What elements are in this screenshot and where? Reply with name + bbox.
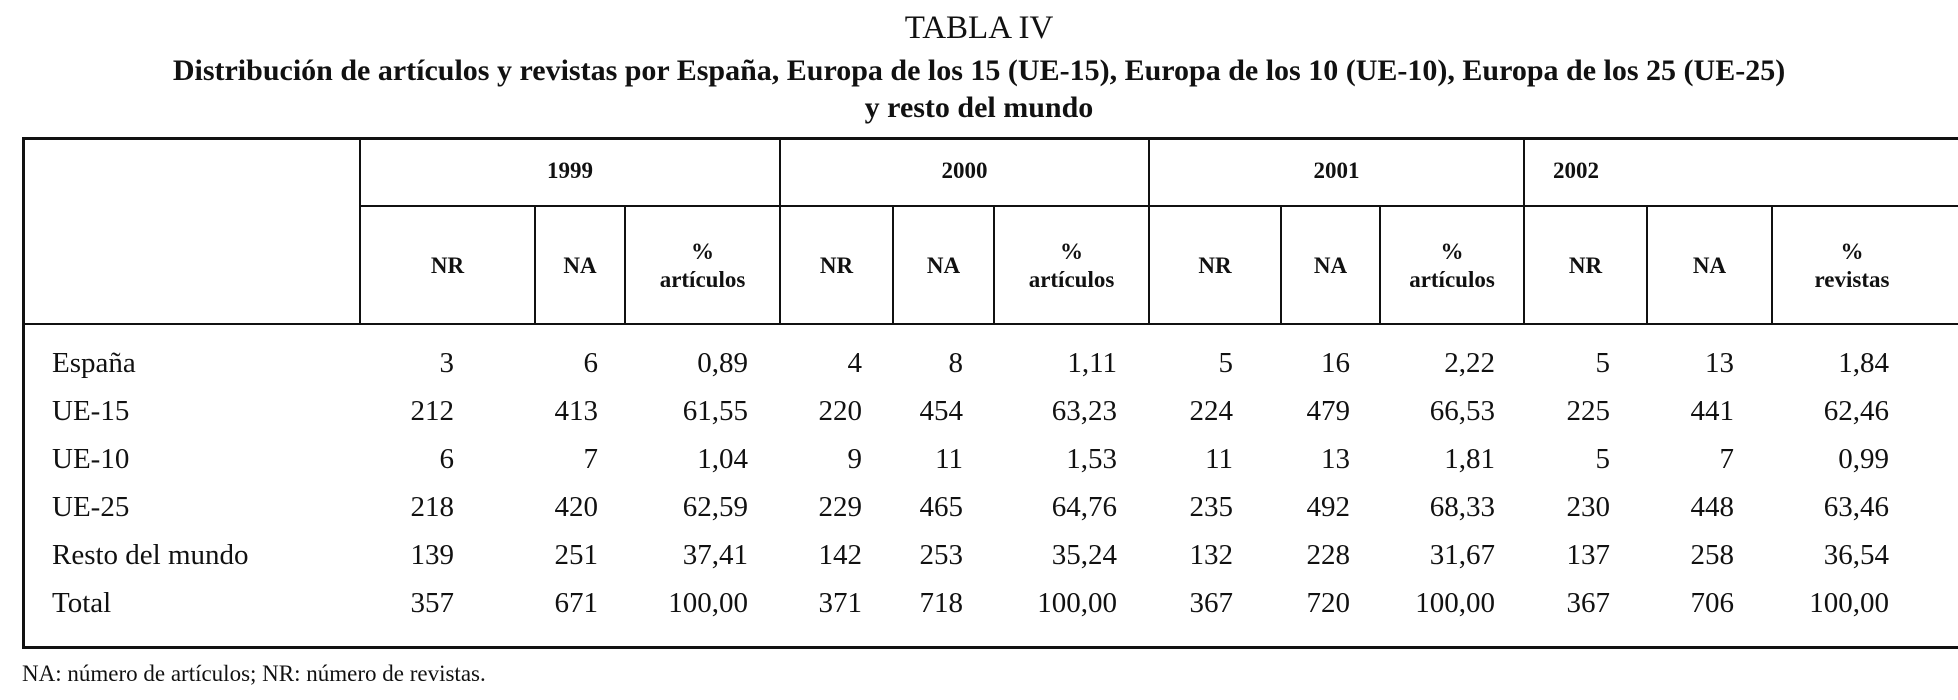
table-title-line-1: Distribución de artículos y revistas por España, Europa de los 15 (UE-15), Europa de los 10 (UE-10), Europa de los 25 (UE-25) [172,54,1786,87]
table-cell: 3 [439,347,454,379]
table-cell: 62,59 [682,491,748,523]
table-cell: 6 [583,347,598,379]
table-cell: 5 [1595,347,1610,379]
year-header-1999: 1999 [547,158,593,183]
table-cell: 492 [1306,491,1350,523]
row-label: Resto del mundo [52,539,249,571]
table-cell: 218 [410,491,454,523]
row-label: Total [52,587,112,619]
col-header-nr: NR [819,253,854,278]
table-cell: 0,89 [697,347,748,379]
row-label: UE-10 [52,443,130,475]
table-cell: 100,00 [668,587,748,619]
table-cell: 454 [919,395,963,427]
table-cell: 64,76 [1051,491,1117,523]
table-cell: 224 [1189,395,1233,427]
col-header-pct-label: artículos [1409,267,1495,292]
table-cell: 258 [1690,539,1734,571]
table-cell: 5 [1595,443,1610,475]
col-header-pct-label: artículos [659,267,746,292]
table-cell: 68,33 [1429,491,1495,523]
row-label: UE-25 [52,491,130,523]
table-cell: 225 [1566,395,1610,427]
table-cell: 100,00 [1415,587,1495,619]
table-cell: 16 [1321,347,1350,379]
col-header-pct [1380,238,1524,294]
table-cell: 66,53 [1429,395,1495,427]
col-header-pct-sign: % [691,239,714,264]
table-cell: 253 [919,539,963,571]
table-cell: 137 [1566,539,1610,571]
col-header-nr: NR [1568,253,1603,278]
table-cell: 420 [554,491,598,523]
year-header-2001: 2001 [1313,158,1360,183]
row-label: UE-15 [52,395,130,427]
table-cell: 357 [410,587,454,619]
table-cell: 251 [554,539,598,571]
col-header-nr: NR [430,253,465,278]
col-header-pct [994,238,1149,294]
table-cell: 465 [919,491,963,523]
table-cell: 13 [1321,443,1350,475]
col-header-na: NA [563,253,597,278]
table-cell: 1,53 [1066,443,1117,475]
table-cell: 36,54 [1823,539,1889,571]
col-header-pct-sign: % [1440,239,1464,264]
table-cell: 31,67 [1429,539,1495,571]
table-cell: 37,41 [682,539,748,571]
table-cell: 235 [1189,491,1233,523]
table-cell: 63,46 [1823,491,1889,523]
col-header-pct-label: artículos [1028,267,1115,292]
table-cell: 671 [554,587,598,619]
table-cell: 9 [847,443,862,475]
col-header-pct-sign: % [1060,239,1083,264]
table-cell: 63,23 [1051,395,1117,427]
year-header-2000: 2000 [941,158,988,183]
table-cell: 13 [1705,347,1734,379]
col-header-pct-label: revistas [1814,267,1890,292]
table-cell: 220 [818,395,862,427]
row-label: España [52,347,136,379]
table-cell: 100,00 [1037,587,1117,619]
table-cell: 367 [1189,587,1233,619]
table-cell: 448 [1690,491,1734,523]
table-cell: 229 [818,491,862,523]
table-cell: 228 [1306,539,1350,571]
table-cell: 35,24 [1051,539,1117,571]
col-header-na: NA [926,253,961,278]
year-header-2002: 2002 [1553,158,1599,183]
col-header-pct [1772,238,1932,294]
col-header-nr: NR [1198,253,1232,278]
table-cell: 5 [1218,347,1233,379]
table-cell: 706 [1690,587,1734,619]
table-title [0,52,1958,126]
table-cell: 6 [439,443,454,475]
data-table [22,137,1958,649]
col-header-na: NA [1692,253,1727,278]
table-cell: 371 [818,587,862,619]
table-cell: 718 [919,587,963,619]
col-header-pct [625,238,780,294]
table-cell: 1,11 [1067,347,1117,379]
table-cell: 479 [1306,395,1350,427]
table-cell: 230 [1566,491,1610,523]
table-label: TABLA IV [904,10,1054,46]
table-cell: 61,55 [682,395,748,427]
table-cell: 11 [935,443,963,475]
table-cell: 0,99 [1838,443,1889,475]
table-cell: 142 [818,539,862,571]
table-cell: 212 [410,395,454,427]
table-cell: 7 [1719,443,1734,475]
table-cell: 1,04 [697,443,748,475]
table-cell: 720 [1306,587,1350,619]
table-cell: 2,22 [1444,347,1495,379]
table-title-line-2: y resto del mundo [864,91,1094,124]
table-footnote: NA: número de artículos; NR: número de revistas. [22,661,486,686]
year-header-rule [360,205,1958,207]
col-header-pct-sign: % [1840,239,1864,264]
table-cell: 7 [583,443,598,475]
table-cell: 100,00 [1809,587,1889,619]
table-cell: 413 [554,395,598,427]
table-cell: 11 [1205,443,1233,475]
table-cell: 1,81 [1444,443,1495,475]
table-cell: 132 [1189,539,1233,571]
table-cell: 62,46 [1823,395,1889,427]
col-header-na: NA [1313,253,1348,278]
table-cell: 1,84 [1838,347,1889,379]
table-cell: 8 [948,347,963,379]
table-cell: 441 [1690,395,1734,427]
header-bottom-rule [22,323,1958,325]
table-cell: 367 [1566,587,1610,619]
table-cell: 4 [847,347,862,379]
table-cell: 139 [410,539,454,571]
